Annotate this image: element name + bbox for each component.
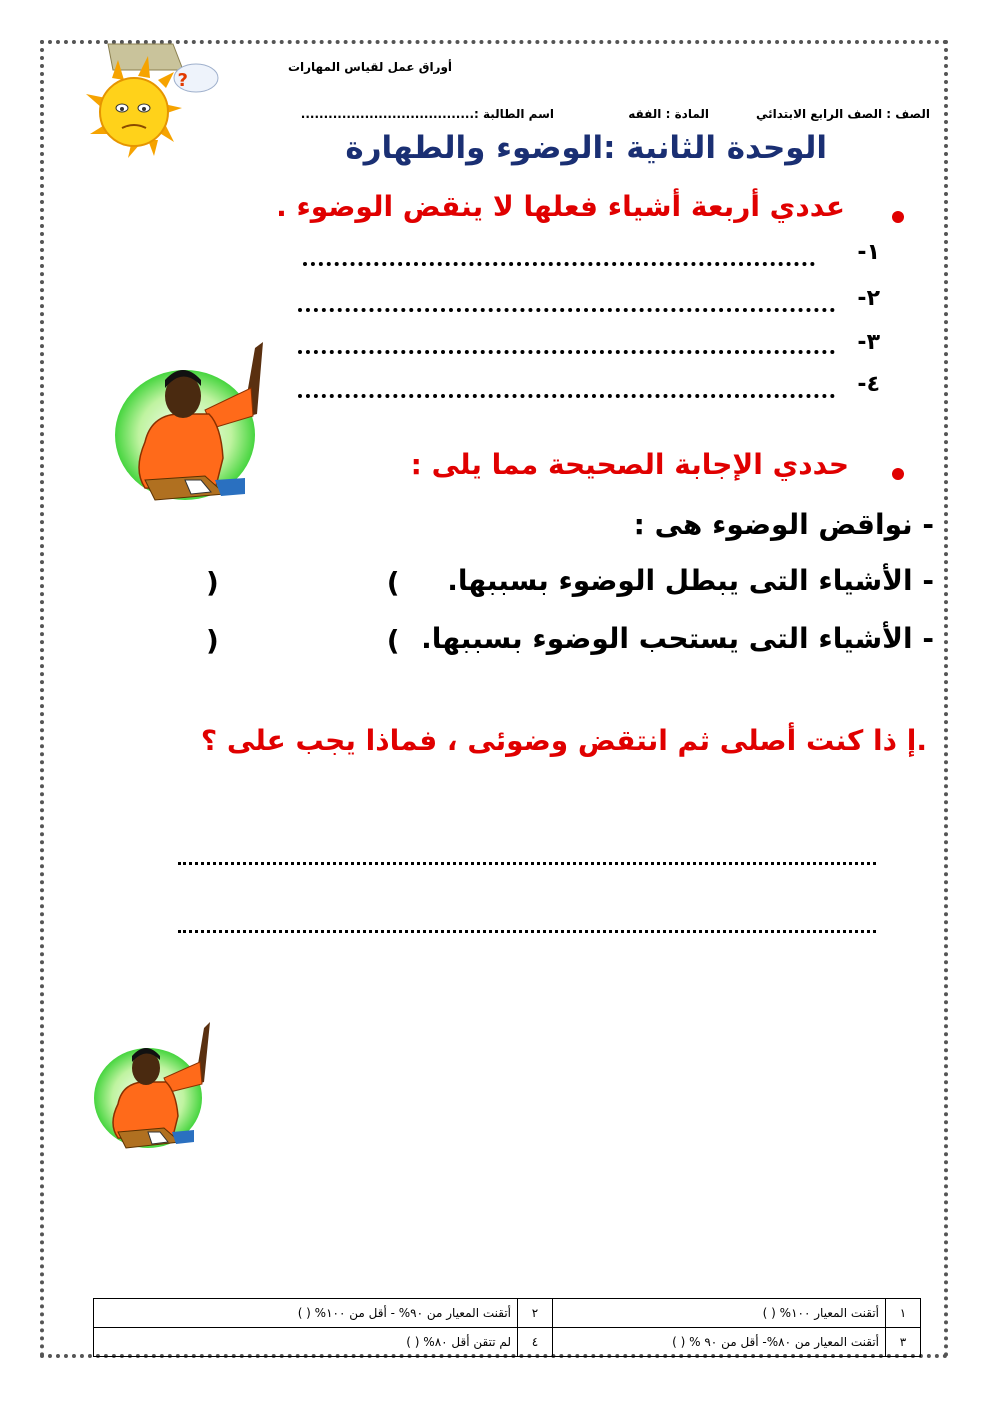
- rubric-num: ١: [886, 1299, 921, 1328]
- rubric-criterion[interactable]: لم تتقن أقل ٨٠% ( ): [94, 1328, 518, 1357]
- bullet-1: [892, 211, 904, 223]
- student-raising-hand-illustration: [105, 330, 275, 510]
- section2-prompt: حددي الإجابة الصحيحة مما يلى :: [410, 448, 849, 481]
- option-2-text: - الأشياء التى يستحب الوضوء بسببها.: [421, 622, 934, 655]
- rubric-table: [93, 1298, 921, 1357]
- item-1-number: ١-: [857, 240, 880, 265]
- svg-text:?: ?: [177, 70, 188, 91]
- item-2-number: ٢-: [857, 286, 880, 311]
- grade-label: الصف : الصف الرابع الابتدائي: [755, 107, 930, 121]
- student-raising-hand-illustration-2: [88, 1018, 218, 1158]
- rubric-criterion[interactable]: أتقنت المعيار من ٨٠%- أقل من ٩٠ % ( ): [553, 1328, 886, 1357]
- student-name-field[interactable]: اسم الطالبة :......................................: [300, 107, 554, 121]
- answer-line-4[interactable]: [298, 394, 835, 398]
- rubric-num: ٢: [518, 1299, 553, 1328]
- answer-line-3[interactable]: [298, 350, 835, 354]
- answer-line-5[interactable]: [178, 862, 876, 865]
- item-4-number: ٤-: [857, 372, 880, 397]
- rubric-num: ٤: [518, 1328, 553, 1357]
- rubric-criterion[interactable]: أتقنت المعيار ١٠٠% ( ): [553, 1299, 886, 1328]
- answer-line-6[interactable]: [178, 930, 876, 933]
- section1-prompt: عددي أربعة أشياء فعلها لا ينقض الوضوء .: [276, 190, 845, 223]
- section3-question: .إ ذا كنت أصلى ثم انتقض وضوئى ، فماذا يجب على ؟: [200, 724, 927, 757]
- option-1-text: - الأشياء التى يبطل الوضوء بسببها.: [447, 564, 934, 597]
- worksheet-title: أوراق عمل لقياس المهارات: [287, 60, 453, 74]
- subject-label: المادة : الفقه: [628, 107, 709, 121]
- question-nawaqid: - نواقض الوضوء هى :: [633, 508, 934, 541]
- table-row: [94, 1299, 921, 1328]
- table-row: [94, 1328, 921, 1357]
- answer-line-2[interactable]: [298, 308, 835, 312]
- rubric-num: ٣: [886, 1328, 921, 1357]
- option-1-answer-box[interactable]: ) (: [206, 566, 400, 599]
- answer-line-1[interactable]: [303, 262, 815, 266]
- item-3-number: ٣-: [857, 330, 880, 355]
- unit-title: الوحدة الثانية :الوضوء والطهارة: [345, 130, 827, 166]
- sun-illustration: [78, 42, 228, 162]
- page-border: [40, 40, 948, 1358]
- option-2-answer-box[interactable]: ) (: [206, 624, 400, 657]
- bullet-2: [892, 468, 904, 480]
- rubric-criterion[interactable]: أتقنت المعيار من ٩٠% - أقل من ١٠٠% ( ): [94, 1299, 518, 1328]
